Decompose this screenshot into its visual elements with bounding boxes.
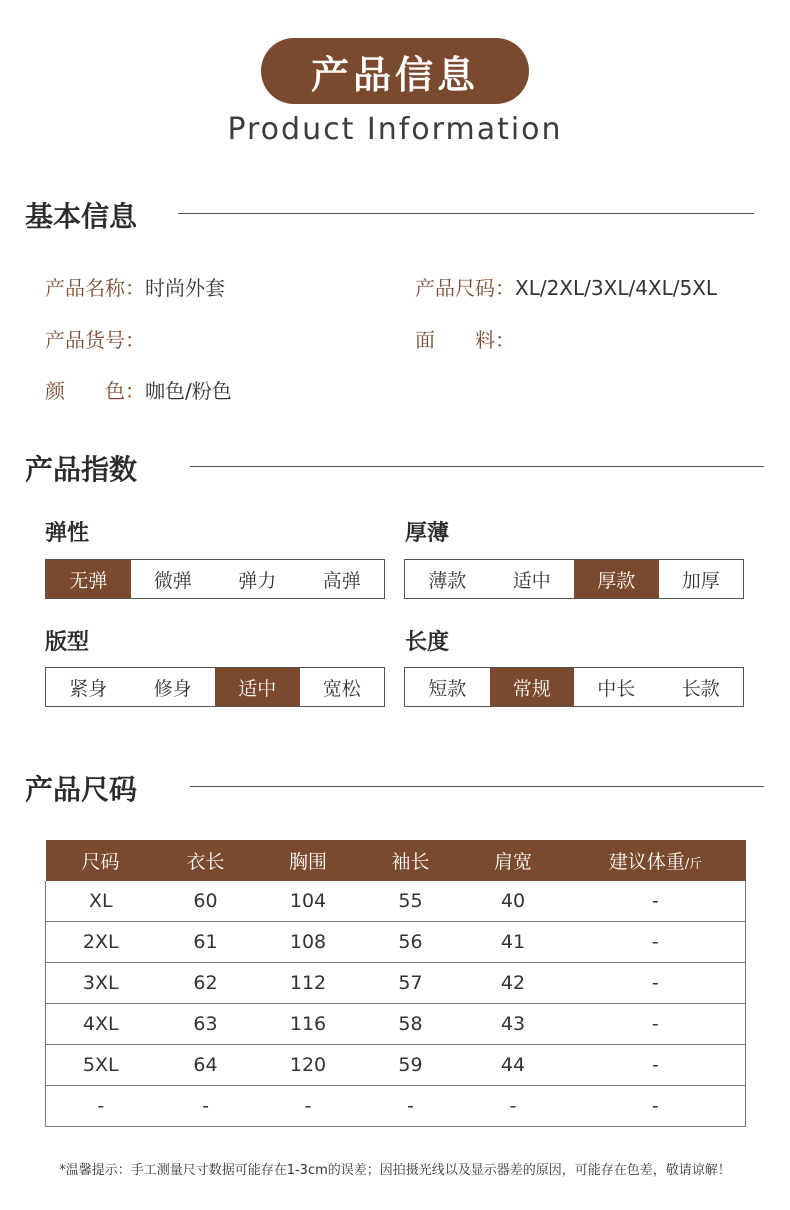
table-cell: 58 <box>361 1004 461 1045</box>
table-cell: 56 <box>361 922 461 963</box>
table-row <box>46 1004 746 1045</box>
thickness-option: 适中 <box>512 569 551 592</box>
table-cell: - <box>566 963 746 1004</box>
table-cell: 5XL <box>46 1045 156 1086</box>
table-cell: - <box>566 922 746 963</box>
thickness-scale <box>404 559 744 599</box>
thickness-option: 加厚 <box>681 569 720 592</box>
fit-option: 紧身 <box>69 677 108 700</box>
table-cell: 42 <box>461 963 566 1004</box>
length-option: 中长 <box>597 677 636 700</box>
elasticity-option: 无弹 <box>46 560 131 598</box>
table-row <box>46 1045 746 1086</box>
column-header: 衣长 <box>156 840 256 881</box>
column-header: 袖长 <box>361 840 461 881</box>
table-cell: 64 <box>156 1045 256 1086</box>
size-table-header <box>46 840 746 881</box>
length-option: 常规 <box>490 668 575 706</box>
table-cell: 104 <box>256 881 361 922</box>
disclaimer-note: *温馨提示：手工测量尺寸数据可能存在1-3cm的误差；因拍摄光线以及显示器差的原因，可能存在色差，敬请谅解！ <box>59 1163 731 1178</box>
table-cell: - <box>566 1045 746 1086</box>
field-product-sku <box>45 324 145 353</box>
table-cell: 57 <box>361 963 461 1004</box>
thickness-title: 厚薄 <box>405 521 450 546</box>
field-color <box>45 375 232 404</box>
product-index-heading: 产品指数 <box>25 453 138 486</box>
field-product-size <box>415 272 717 301</box>
fit-option: 适中 <box>215 668 300 706</box>
field-product-name <box>45 272 225 301</box>
length-option: 长款 <box>681 677 720 700</box>
field-fabric <box>415 324 515 353</box>
length-option: 短款 <box>428 677 467 700</box>
table-cell: - <box>156 1086 256 1127</box>
field-label: 颜 色： <box>45 379 145 403</box>
table-cell: 112 <box>256 963 361 1004</box>
table-cell: 4XL <box>46 1004 156 1045</box>
weight-unit: /斤 <box>684 857 703 872</box>
table-cell: XL <box>46 881 156 922</box>
field-label: 产品名称： <box>45 276 145 300</box>
size-table-body <box>46 881 746 1127</box>
basic-info-divider <box>178 213 754 214</box>
table-row <box>46 963 746 1004</box>
table-cell: - <box>46 1086 156 1127</box>
field-value: 时尚外套 <box>145 276 225 300</box>
field-label: 面 料： <box>415 328 515 352</box>
elasticity-option: 高弹 <box>322 569 361 592</box>
table-cell: - <box>566 1004 746 1045</box>
table-cell: 43 <box>461 1004 566 1045</box>
table-cell: 44 <box>461 1045 566 1086</box>
fit-title: 版型 <box>45 630 90 655</box>
table-cell: - <box>361 1086 461 1127</box>
column-header-weight <box>566 840 746 881</box>
length-scale <box>404 667 744 707</box>
column-header: 尺码 <box>46 840 156 881</box>
fit-option: 修身 <box>153 677 192 700</box>
table-cell: 60 <box>156 881 256 922</box>
size-table <box>45 840 746 1127</box>
weight-label: 建议体重 <box>608 851 685 873</box>
size-chart-heading: 产品尺码 <box>25 773 138 806</box>
table-cell: 41 <box>461 922 566 963</box>
fit-scale <box>45 667 385 707</box>
table-cell: - <box>566 1086 746 1127</box>
table-cell: 61 <box>156 922 256 963</box>
table-cell: 55 <box>361 881 461 922</box>
thickness-option: 厚款 <box>574 560 659 598</box>
page-subtitle: Product Information <box>227 112 563 147</box>
table-cell: 2XL <box>46 922 156 963</box>
elasticity-option: 微弹 <box>153 569 192 592</box>
basic-info-heading: 基本信息 <box>25 200 138 233</box>
length-title: 长度 <box>405 630 450 655</box>
elasticity-option: 弹力 <box>238 569 277 592</box>
table-cell: 108 <box>256 922 361 963</box>
elasticity-title: 弹性 <box>45 521 90 546</box>
field-value: XL/2XL/3XL/4XL/5XL <box>515 276 718 300</box>
size-chart-divider <box>190 786 764 787</box>
page-title-badge <box>261 38 529 104</box>
elasticity-scale <box>45 559 385 599</box>
table-cell: 63 <box>156 1004 256 1045</box>
table-row <box>46 922 746 963</box>
column-header: 肩宽 <box>461 840 566 881</box>
thickness-option: 薄款 <box>428 569 467 592</box>
table-cell: 116 <box>256 1004 361 1045</box>
table-cell: 120 <box>256 1045 361 1086</box>
table-cell: 59 <box>361 1045 461 1086</box>
table-cell: - <box>256 1086 361 1127</box>
table-cell: - <box>461 1086 566 1127</box>
field-label: 产品货号： <box>45 328 145 352</box>
table-cell: - <box>566 881 746 922</box>
table-cell: 62 <box>156 963 256 1004</box>
fit-option: 宽松 <box>322 677 361 700</box>
table-cell: 3XL <box>46 963 156 1004</box>
table-row <box>46 881 746 922</box>
field-value: 咖色/粉色 <box>145 379 232 403</box>
table-cell: 40 <box>461 881 566 922</box>
field-label: 产品尺码： <box>415 276 515 300</box>
product-index-divider <box>190 466 764 467</box>
table-row <box>46 1086 746 1127</box>
page-title: 产品信息 <box>310 52 479 97</box>
column-header: 胸围 <box>256 840 361 881</box>
